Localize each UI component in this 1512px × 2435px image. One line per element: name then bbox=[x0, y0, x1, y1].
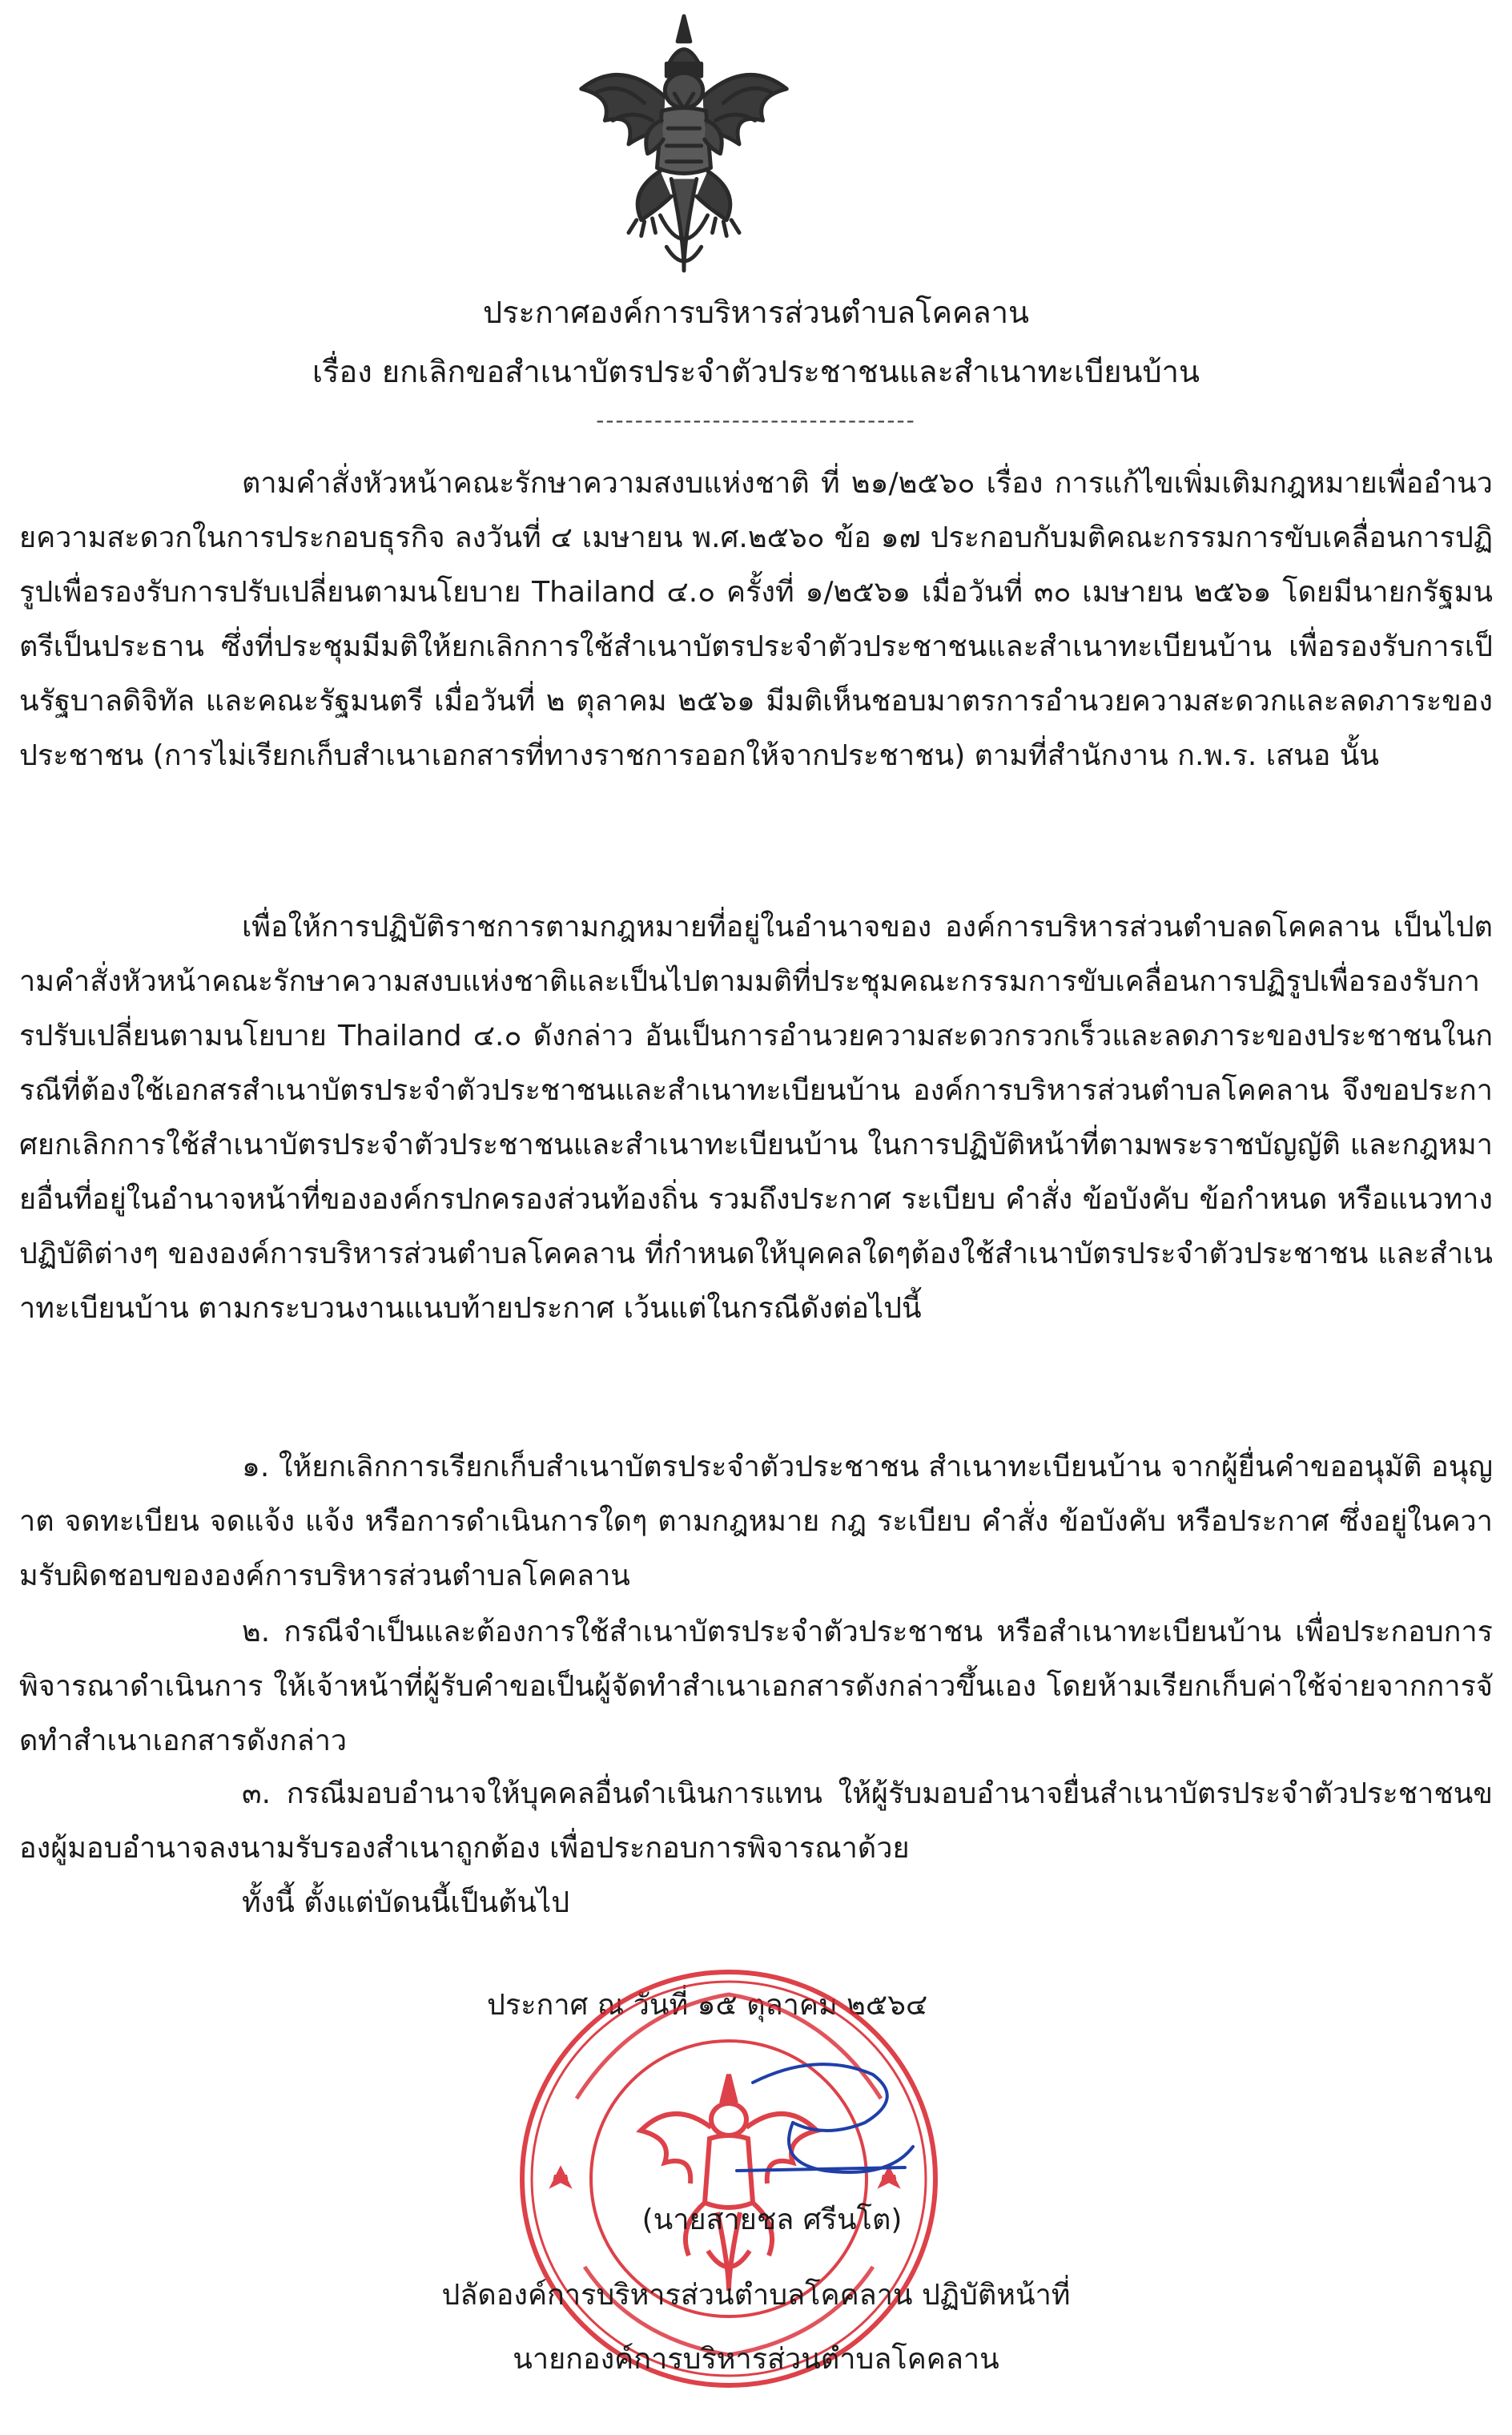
announcement-date: ประกาศ ณ วันที่ ๑๕ ตุลาคม ๒๕๖๔ bbox=[487, 1989, 928, 2022]
paragraph-background: ตามคำสั่งหัวหน้าคณะรักษาความสงบแห่งชาติ ที่ ๒๑/๒๕๖๐ เรื่อง การแก้ไขเพิ่มเติมกฎหมายเพื่ออำนวยความสะดวกในการประกอบธุรกิจ ลงวันที่ ๔ เมษายน พ.ศ.๒๕๖๐ ข้อ ๑๗ ประกอบกับมติคณะกรรมการขับเคลื่อนการปฏิรูปเพื่อรองรับการปรับเปลี่ยนตามนโยบาย Thailand ๔.๐ ครั้งที่ ๑/๒๕๖๑ เมื่อวันที่ ๓๐ เมษายน ๒๕๖๑ โดยมีนายกรัฐมนตรีเป็นประธาน ซึ่งที่ประชุมมีมติให้ยกเลิกการใช้สำเนาบัตรประจำตัวประชาชนและสำเนาทะเบียนบ้าน เพื่อรองรับการเป็นรัฐบาลดิจิทัล และคณะรัฐมนตรี เมื่อวันที่ ๒ ตุลาคม ๒๕๖๑ มีมติเห็นชอบมาตรการอำนวยความสะดวกและลดภาระของประชาชน (การไม่เรียกเก็บสำเนาเอกสารที่ทางราชการออกให้จากประชาชน) ตามที่สำนักงาน ก.พ.ร. เสนอ นั้น bbox=[19, 467, 1494, 772]
divider: --------------------------------- bbox=[596, 407, 916, 433]
exception-item-2: ๒. กรณีจำเป็นและต้องการใช้สำเนาบัตรประจำตัวประชาชน หรือสำเนาทะเบียนบ้าน เพื่อประกอบการพิจารณาดำเนินการ ให้เจ้าหน้าที่ผู้รับคำขอเป็นผู้จัดทำสำเนาเอกสารดังกล่าวขึ้นเอง โดยห้ามเรียกเก็บค่าใช้จ่ายจากการจัดทำสำเนาเอกสารดังกล่าว bbox=[19, 1616, 1493, 1757]
signer-name: (นายสายชล ศรีนโต) bbox=[641, 2204, 903, 2236]
announcement-title: ประกาศองค์การบริหารส่วนตำบลโคคลาน bbox=[482, 295, 1030, 330]
garuda-emblem-icon bbox=[565, 8, 802, 280]
signature-icon bbox=[705, 2051, 945, 2211]
effective-statement: ทั้งนี้ ตั้งแต่บัดนนี้เป็นต้นไป bbox=[242, 1886, 570, 1919]
exception-item-1: ๑. ให้ยกเลิกการเรียกเก็บสำเนาบัตรประจำตัวประชาชน สำเนาทะเบียนบ้าน จากผู้ยื่นคำขออนุมัติ อนุญาต จดทะเบียน จดแจ้ง แจ้ง หรือการดำเนินการใดๆ ตามกฎหมาย กฎ ระเบียบ คำสั่ง ข้อบังคับ หรือประกาศ ซึ่งอยู่ในความรับผิดชอบขององค์การบริหารส่วนตำบลโคคลาน bbox=[19, 1451, 1493, 1592]
paragraph-announcement: เพื่อให้การปฏิบัติราชการตามกฎหมายที่อยู่ในอำนาจของ องค์การบริหารส่วนตำบลดโคคลาน เป็นไปตามคำสั่งหัวหน้าคณะรักษาความสงบแห่งชาติและเป็นไปตามมติที่ประชุมคณะกรรมการขับเคลื่อนการปฏิรูปเพื่อรองรับการปรับเปลี่ยนตามนโยบาย Thailand ๔.๐ ดังกล่าว อันเป็นการอำนวยความสะดวกรวกเร็วและลดภาระของประชาชนในกรณีที่ต้องใช้เอกสรสำเนาบัตรประจำตัวประชาชนและสำเนาทะเบียนบ้าน องค์การบริหารส่วนตำบลโคคลาน จึงขอประกาศยกเลิกการใช้สำเนาบัตรประจำตัวประชาชนและสำเนาทะเบียนบ้าน ในการปฏิบัติหน้าที่ตามพระราชบัญญัติ และกฎหมายอื่นที่อยู่ในอำนาจหน้าที่ขององค์กรปกครองส่วนท้องถิ่น รวมถึงประกาศ ระเบียบ คำสั่ง ข้อบังคับ ข้อกำหนด หรือแนวทางปฏิบัติต่างๆ ขององค์การบริหารส่วนตำบลโคคลาน ที่กำหนดให้บุคคลใดๆต้องใช้สำเนาบัตรประจำตัวประชาชน และสำเนาทะเบียนบ้าน ตามกระบวนงานแนบท้ายประกาศ เว้นแต่ในกรณีดังต่อไปนี้ bbox=[19, 911, 1493, 1325]
signer-position-line-1: ปลัดองค์การบริหารส่วนตำบลโคคลาน ปฏิบัติหน้าที่ bbox=[441, 2279, 1071, 2312]
announcement-subject: เรื่อง ยกเลิกขอสำเนาบัตรประจำตัวประชาชนและสำเนาทะเบียนบ้าน bbox=[312, 354, 1200, 389]
signer-position-line-2: นายกองค์การบริหารส่วนตำบลโคคลาน bbox=[513, 2343, 999, 2376]
exception-item-3: ๓. กรณีมอบอำนาจให้บุคคลอื่นดำเนินการแทน ให้ผู้รับมอบอำนาจยื่นสำเนาบัตรประจำตัวประชาชนของผู้มอบอำนาจลงนามรับรองสำเนาถูกต้อง เพื่อประกอบการพิจารณาด้วย bbox=[19, 1777, 1493, 1865]
